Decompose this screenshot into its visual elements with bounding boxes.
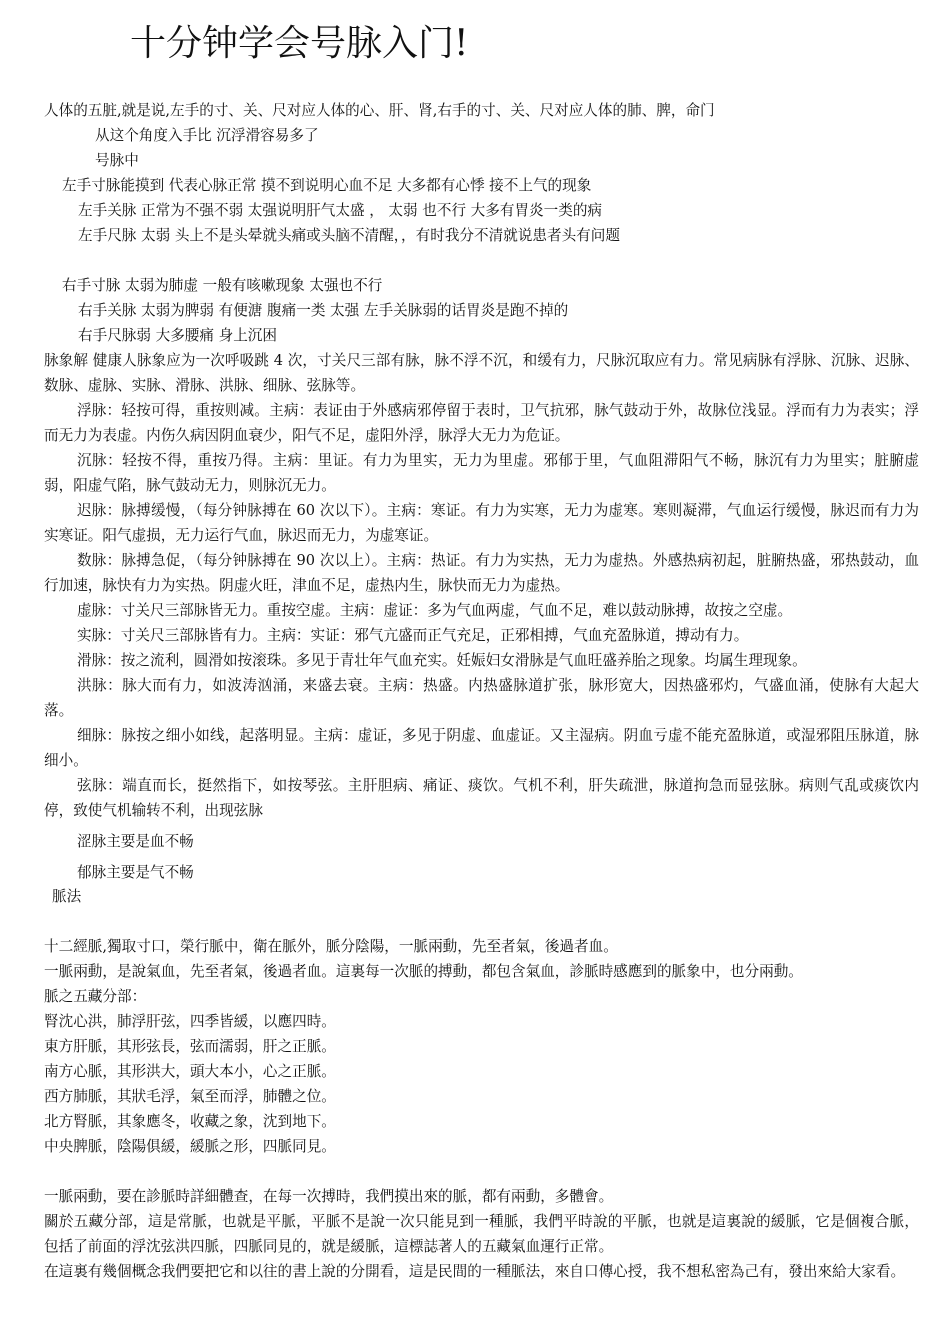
se-mai-note: 涩脉主要是血不畅 [77,833,194,850]
pulse-xian: 弦脉：端直而长，挺然指下，如按琴弦。主肝胆病、痛证、痰饮。气机不利，肝失疏泄，脉道拘急而显弦脉。病则气乱或痰饮内停，致使气机输转不利，出现弦脉 [44,777,919,819]
intro-line: 号脉中 [95,152,139,169]
classic-line: 東方肝脈，其形弦長，弦而濡弱，肝之正脈。 [44,1038,336,1055]
classic-line: 中央脾脈，陰陽俱緩，緩脈之形，四脈同見。 [44,1138,336,1155]
pulse-hong: 洪脉：脉大而有力，如波涛汹涌，来盛去衰。主病：热盛。内热盛脉道扩张，脉形宽大，因热盛邪灼，气盛血涌，使脉有大起大落。 [44,677,919,719]
pulse-hua: 滑脉：按之流利，圆滑如按滚珠。多见于青壮年气血充实。妊娠妇女滑脉是气血旺盛养胎之现象。均属生理现象。 [77,652,807,669]
left-guan-line: 左手关脉 正常为不强不弱 太强说明肝气太盛 ， 太弱 也不行 大多有胃炎一类的病 [78,202,603,219]
mai-fa-heading: 脈法 [52,888,82,905]
intro-line: 从这个角度入手比 沉浮滑容易多了 [95,127,319,144]
page-title: 十分钟学会号脉入门! [130,23,469,64]
pulse-chen: 沉脉：轻按不得，重按乃得。主病：里证。有力为里实，无力为里虚。邪郁于里，气血阻滞阳气不畅，脉沉有力为里实；脏腑虚弱，阳虚气陷，脉气鼓动无力，则脉沉无力。 [44,452,919,494]
pulse-chi: 迟脉：脉搏缓慢，（每分钟脉搏在 60 次以下）。主病：寒证。有力为实寒，无力为虚寒。寒则凝滞，气血运行缓慢，脉迟而有力为实寒证。阳气虚损，无力运行气血，脉迟而无力，为虚寒证。 [44,502,919,544]
left-chi-line: 左手尺脉 太弱 头上不是头晕就头痛或头脑不清醒，，有时我分不清就说患者头有问题 [78,227,620,244]
classic-line: 脈之五藏分部： [44,988,147,1005]
left-cun-line: 左手寸脉能摸到 代表心脉正常 摸不到说明心血不足 大多都有心悸 接不上气的现象 [62,177,592,194]
right-cun-line: 右手寸脉 太弱为肺虚 一般有咳嗽现象 太强也不行 [62,277,383,294]
right-guan-line: 右手关脉 太弱为脾弱 有便溏 腹痛一类 太强 左手关脉弱的话胃炎是跑不掉的 [78,302,569,319]
yu-mai-note: 郁脉主要是气不畅 [77,864,194,881]
pulse-xi: 细脉：脉按之细小如线，起落明显。主病：虚证，多见于阴虚、血虚证。又主湿病。阴血亏虚不能充盈脉道，或湿邪阻压脉道，脉细小。 [44,727,919,769]
classic-line: 南方心脈，其形洪大，頭大本小，心之正脈。 [44,1063,336,1080]
classic-line: 西方肺脈，其狀毛浮，氣至而浮，肺體之位。 [44,1088,336,1105]
closing-paragraph: 一脈兩動，要在診脈時詳細體查，在每一次搏時，我們摸出來的脈，都有兩動，多體會。 [44,1188,614,1205]
classic-line: 腎沈心洪，肺浮肝弦，四季皆緩，以應四時。 [44,1013,336,1030]
pulse-shuo: 数脉：脉搏急促，（每分钟脉搏在 90 次以上）。主病：热证。有力为实热，无力为虚热。外感热病初起，脏腑热盛，邪热鼓动，血行加速，脉快有力为实热。阴虚火旺，津血不足，虚热内生，脉快而无力为虚热。 [44,552,919,594]
classic-line: 十二經脈,獨取寸口，榮行脈中，衛在脈外，脈分陰陽，一脈兩動，先至者氣，後過者血。 [44,938,618,955]
pulse-shi: 实脉：寸关尺三部脉皆有力。主病：实证：邪气亢盛而正气充足，正邪相搏，气血充盈脉道，搏动有力。 [77,627,749,644]
classic-line: 一脈兩動，是說氣血，先至者氣，後過者血。這裏每一次脈的搏動，都包含氣血，診脈時感應到的脈象中，也分兩動。 [44,963,803,980]
closing-paragraph: 關於五藏分部，這是常脈，也就是平脈，平脈不是說一次只能見到一種脈，我們平時說的平脈，也就是這裏說的緩脈，它是個複合脈，包括了前面的浮沈弦洪四脈，四脈同見的，就是緩脈，這標誌著人的五藏氣血運行正常。 [44,1213,919,1255]
pulse-fu: 浮脉：轻按可得，重按则减。主病：表证由于外感病邪停留于表时，卫气抗邪，脉气鼓动于外，故脉位浅显。浮而有力为表实；浮而无力为表虚。内伤久病因阴血衰少，阳气不足，虚阳外浮，脉浮大无力为危证。 [44,402,919,444]
intro-line: 人体的五脏,就是说,左手的寸、关、尺对应人体的心、肝、肾,右手的寸、关、尺对应人体的肺、脾，命门 [44,102,715,119]
pulse-explanation: 脉象解 健康人脉象应为一次呼吸跳 4 次，寸关尺三部有脉，脉不浮不沉，和缓有力，尺脉沉取应有力。常见病脉有浮脉、沉脉、迟脉、数脉、虚脉、实脉、滑脉、洪脉、细脉、弦脉等。 [44,352,919,394]
right-chi-line: 右手尺脉弱 大多腰痛 身上沉困 [78,327,277,344]
pulse-xu: 虚脉：寸关尺三部脉皆无力。重按空虚。主病：虚证：多为气血两虚，气血不足，难以鼓动脉搏，故按之空虚。 [77,602,793,619]
classic-line: 北方腎脈，其象應冬，收藏之象，沈到地下。 [44,1113,336,1130]
closing-paragraph: 在這裏有幾個概念我們要把它和以往的書上說的分開看，這是民間的一種脈法，來自口傳心授，我不想私密為己有，發出來給大家看。 [44,1263,906,1280]
